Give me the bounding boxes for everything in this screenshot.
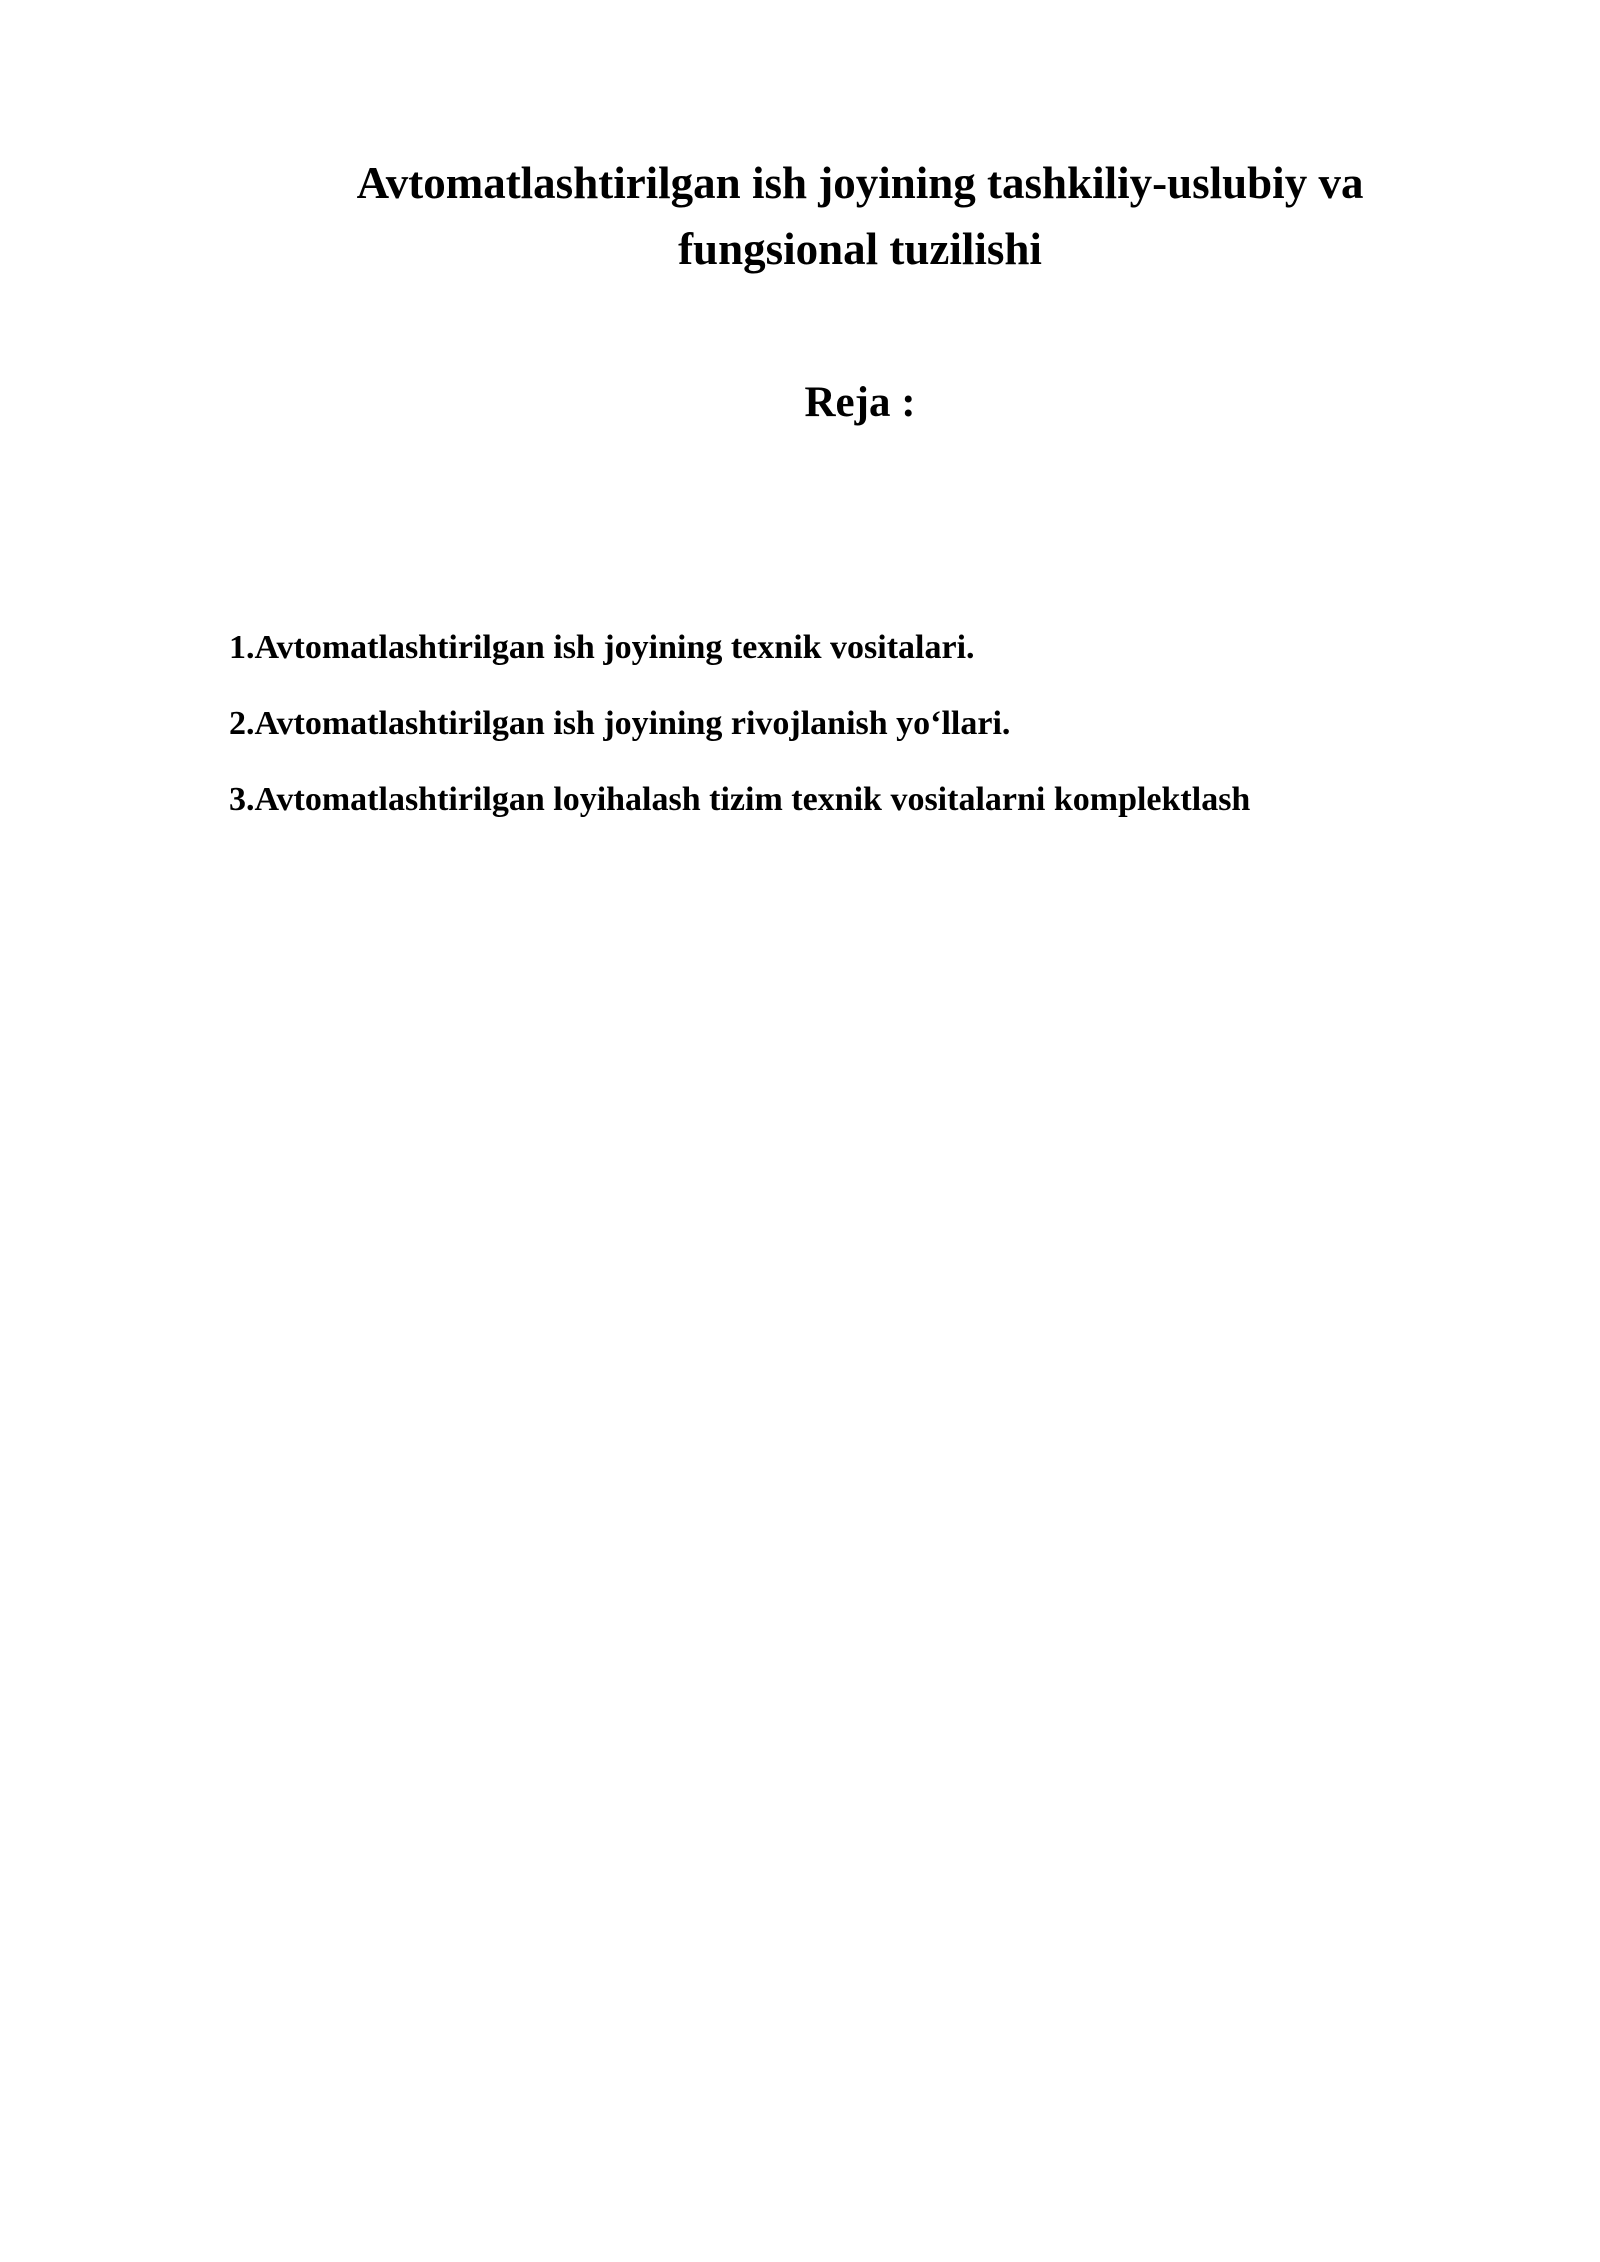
document-title-line-2: fungsional tuzilishi <box>678 224 1042 274</box>
plan-list <box>229 626 1549 854</box>
plan-item-1: 1.Avtomatlashtirilgan ish joyining texnik vositalari. <box>229 629 975 666</box>
plan-item-3: 3.Avtomatlashtirilgan loyihalash tizim texnik vositalarni komplektlash <box>229 781 1251 818</box>
plan-heading: Reja : <box>804 379 916 426</box>
plan-item-2: 2.Avtomatlashtirilgan ish joyining rivojlanish yo‘llari. <box>229 705 1011 742</box>
document-title <box>230 150 1490 282</box>
document-title-line-1: Avtomatlashtirilgan ish joyining tashkiliy-uslubiy va <box>356 158 1364 208</box>
